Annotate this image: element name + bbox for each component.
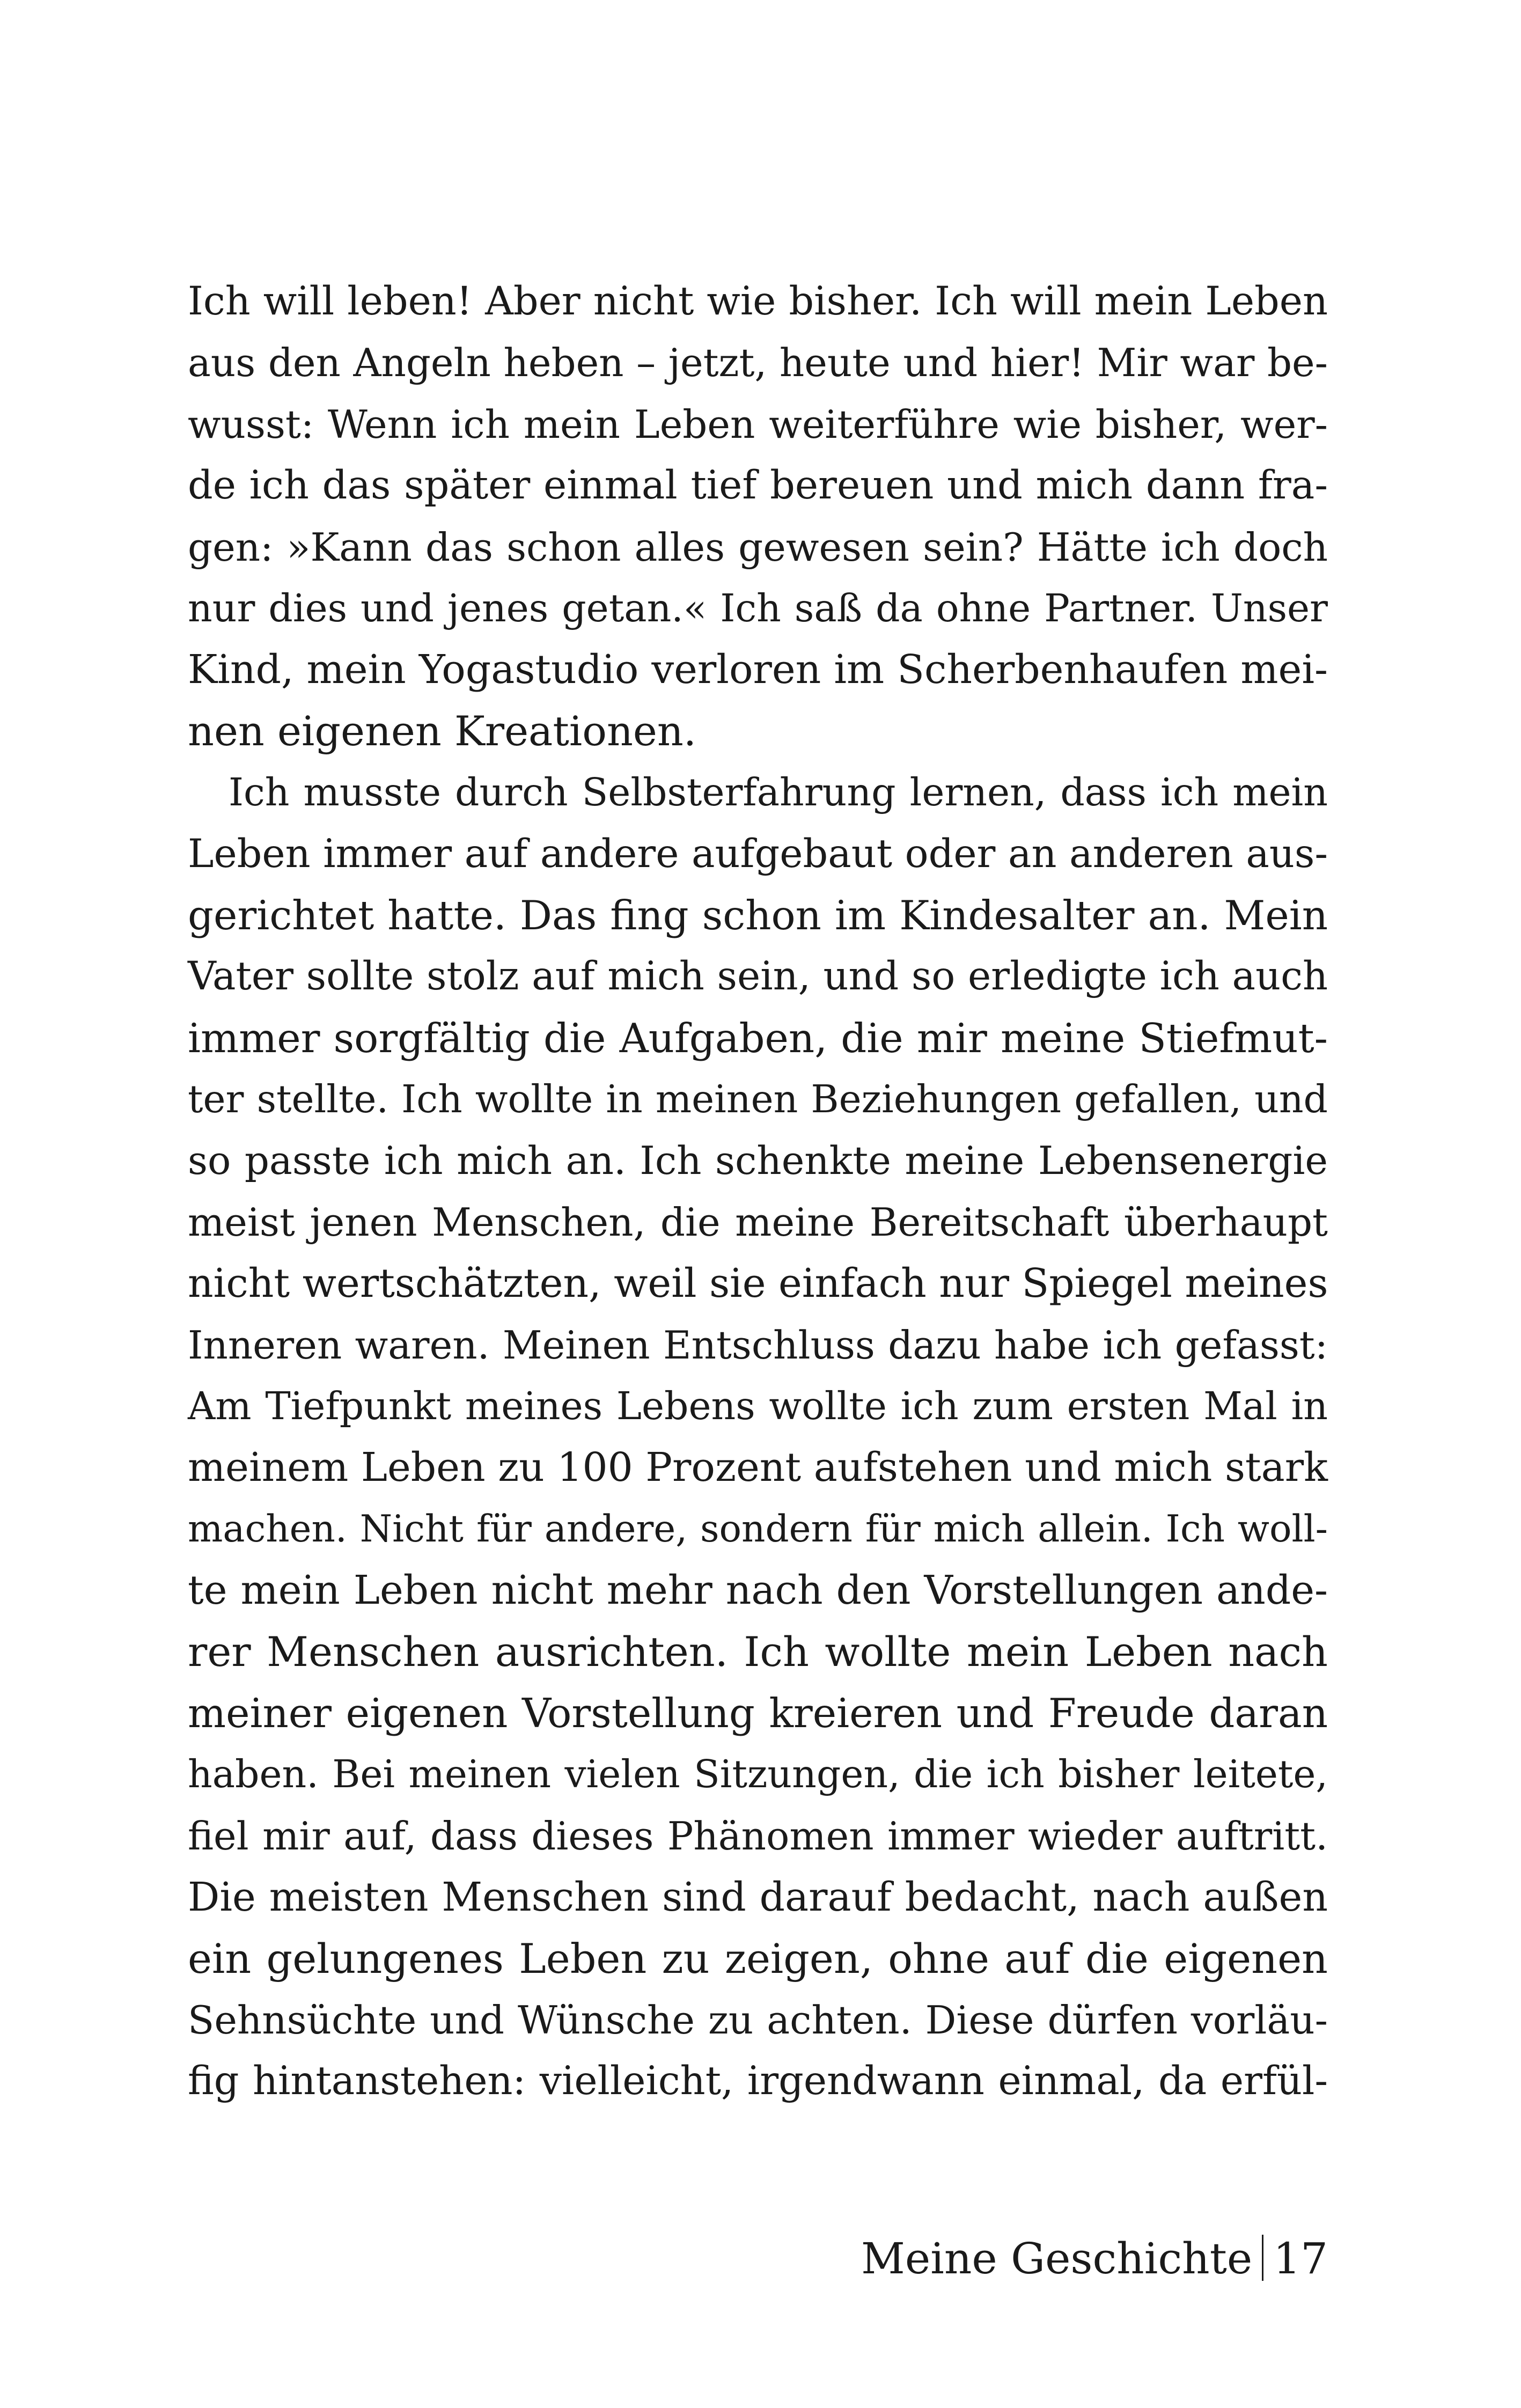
text-line: Vater sollte stolz auf mich sein, und so erledigte ich auch [188, 953, 1328, 1000]
text-line: Leben immer auf andere aufgebaut oder an anderen aus- [188, 831, 1328, 877]
section-title: Meine Geschichte [861, 2234, 1253, 2284]
body-text [188, 271, 1328, 2112]
paragraph-1 [188, 271, 1328, 762]
text-line: nur dies und jenes getan.« Ich saß da ohne Partner. Unser [188, 585, 1328, 630]
text-line: Ich musste durch Selbsterfahrung lernen, dass ich mein [229, 770, 1328, 815]
text-line: meiner eigenen Vorstellung kreieren und Freude daran [188, 1689, 1328, 1737]
text-line: fig hintanstehen: vielleicht, irgendwann einmal, da erfül- [188, 2058, 1328, 2104]
text-line: immer sorgfältig die Aufgaben, die mir meine Stiefmut- [188, 1014, 1328, 1062]
text-line: te mein Leben nicht mehr nach den Vorstellungen ande- [188, 1567, 1328, 1614]
text-line: machen. Nicht für andere, sondern für mich allein. Ich woll- [188, 1507, 1328, 1551]
text-line: so passte ich mich an. Ich schenkte meine Lebensenergie [188, 1138, 1328, 1184]
text-line: Die meisten Menschen sind darauf bedacht, nach außen [188, 1874, 1328, 1921]
text-line: meinem Leben zu 100 Prozent aufstehen und mich stark [188, 1444, 1328, 1491]
text-line: rer Menschen ausrichten. Ich wollte mein Leben nach [188, 1627, 1328, 1676]
paragraph-2 [188, 762, 1328, 2112]
text-line: Sehnsüchte und Wünsche zu achten. Diese dürfen vorläu- [188, 1997, 1328, 2043]
text-line: nen eigenen Kreationen. [188, 707, 696, 755]
text-line: Ich will leben! Aber nicht wie bisher. Ich will mein Leben [188, 278, 1328, 324]
page-number: 17 [1273, 2234, 1328, 2284]
text-line: ein gelungenes Leben zu zeigen, ohne auf die eigenen [188, 1934, 1328, 1983]
text-line: meist jenen Menschen, die meine Bereitschaft überhaupt [188, 1199, 1328, 1245]
running-footer [861, 2229, 1328, 2288]
footer-divider [1262, 2235, 1263, 2281]
text-line: haben. Bei meinen vielen Sitzungen, die ich bisher leitete, [188, 1752, 1328, 1797]
text-line: wusst: Wenn ich mein Leben weiterführe wie bisher, wer- [188, 401, 1328, 447]
text-line: fiel mir auf, dass dieses Phänomen immer wieder auftritt. [188, 1813, 1328, 1859]
text-line: gen: »Kann das schon alles gewesen sein? Hätte ich doch [188, 524, 1328, 570]
text-line: de ich das später einmal tief bereuen und mich dann fra- [188, 462, 1328, 509]
text-line: Kind, mein Yogastudio verloren im Scherbenhaufen mei- [188, 647, 1328, 693]
text-line: Inneren waren. Meinen Entschluss dazu habe ich gefasst: [188, 1322, 1328, 1368]
text-line: aus den Angeln heben – jetzt, heute und hier! Mir war be- [188, 340, 1328, 386]
text-line: Am Tiefpunkt meines Lebens wollte ich zum ersten Mal in [188, 1384, 1328, 1429]
text-line: ter stellte. Ich wollte in meinen Beziehungen gefallen, und [188, 1077, 1328, 1122]
text-line: gerichtet hatte. Das fing schon im Kindesalter an. Mein [188, 891, 1328, 939]
text-line: nicht wertschätzten, weil sie einfach nur Spiegel meines [188, 1260, 1328, 1307]
